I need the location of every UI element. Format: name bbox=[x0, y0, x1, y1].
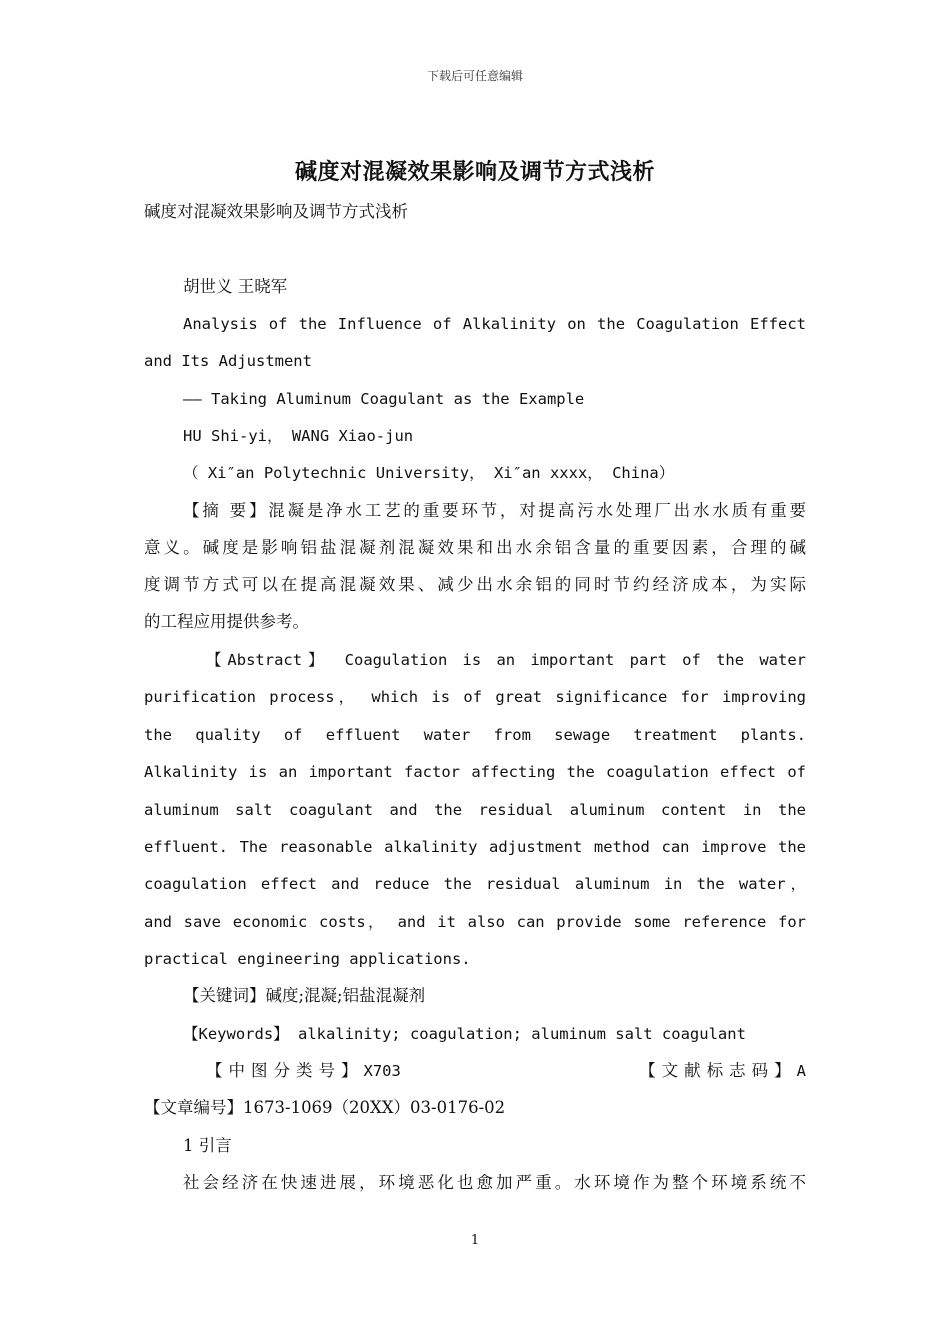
page-header: 下载后可任意编辑 bbox=[426, 69, 523, 83]
abstract-en-line7: coagulation effect and reduce the residual aluminum in the water， bbox=[144, 875, 806, 893]
classification-line bbox=[206, 1056, 806, 1086]
abstract-en-line5: aluminum salt coagulant and the residual aluminum content in the bbox=[144, 801, 806, 819]
abstract-cn-line2: 意义。碱度是影响铝盐混凝剂混凝效果和出水余铝含量的重要因素，合理的碱 bbox=[144, 538, 806, 557]
abstract-cn-line3: 度调节方式可以在提高混凝效果、减少出水余铝的同时节约经济成本，为实际 bbox=[144, 575, 806, 594]
authors-en: HU Shi-yi， WANG Xiao-jun bbox=[183, 427, 414, 445]
abstract-en-line6: effluent. The reasonable alkalinity adjustment method can improve the bbox=[144, 838, 806, 856]
affiliation: （ Xi″an Polytechnic University， Xi″an xxxx， China） bbox=[183, 464, 675, 482]
abstract-cn-line1: 【摘 要】混凝是净水工艺的重要环节，对提高污水处理厂出水水质有重要 bbox=[183, 501, 806, 520]
abstract-en-line8: and save economic costs， and it also can provide some reference for bbox=[144, 913, 806, 931]
authors-cn: 胡世义 王晓军 bbox=[183, 277, 288, 296]
keywords-cn: 【关键词】碱度;混凝;铝盐混凝剂 bbox=[183, 986, 426, 1005]
abstract-en-line3: the quality of effluent water from sewage treatment plants. bbox=[144, 726, 806, 744]
abstract-en-line4: Alkalinity is an important factor affecting the coagulation effect of bbox=[144, 763, 806, 781]
document-title: 碱度对混凝效果影响及调节方式浅析 bbox=[294, 159, 655, 185]
abstract-en-line2: purification process， which is of great significance for improving bbox=[144, 688, 806, 706]
document-code bbox=[639, 1056, 806, 1086]
page-number: 1 bbox=[470, 1233, 480, 1248]
document-code-value: A bbox=[796, 1062, 806, 1080]
clc-value: X703 bbox=[363, 1062, 401, 1080]
english-title-line1: Analysis of the Influence of Alkalinity on the Coagulation Effect bbox=[183, 315, 806, 333]
subtitle: 碱度对混凝效果影响及调节方式浅析 bbox=[144, 202, 408, 221]
keywords-en: 【Keywords】 alkalinity; coagulation; aluminum salt coagulant bbox=[183, 1025, 746, 1043]
abstract-cn-line4: 的工程应用提供参考。 bbox=[144, 612, 309, 631]
document-code-label: 【文献标志码】 bbox=[639, 1061, 797, 1080]
section-heading: 1 引言 bbox=[183, 1136, 232, 1155]
abstract-en-line1: 【Abstract】 Coagulation is an important part of the water bbox=[206, 651, 806, 669]
abstract-en-line9: practical engineering applications. bbox=[144, 950, 471, 968]
article-number: 【文章编号】1673-1069（20XX）03-0176-02 bbox=[144, 1098, 506, 1117]
english-title-line2: and Its Adjustment bbox=[144, 352, 312, 370]
body-paragraph-line1: 社会经济在快速进展，环境恶化也愈加严重。水环境作为整个环境系统不 bbox=[183, 1173, 806, 1192]
english-subtitle: —— Taking Aluminum Coagulant as the Example bbox=[183, 390, 585, 408]
clc-label: 【中图分类号】 bbox=[206, 1061, 364, 1080]
clc-code bbox=[206, 1056, 401, 1086]
